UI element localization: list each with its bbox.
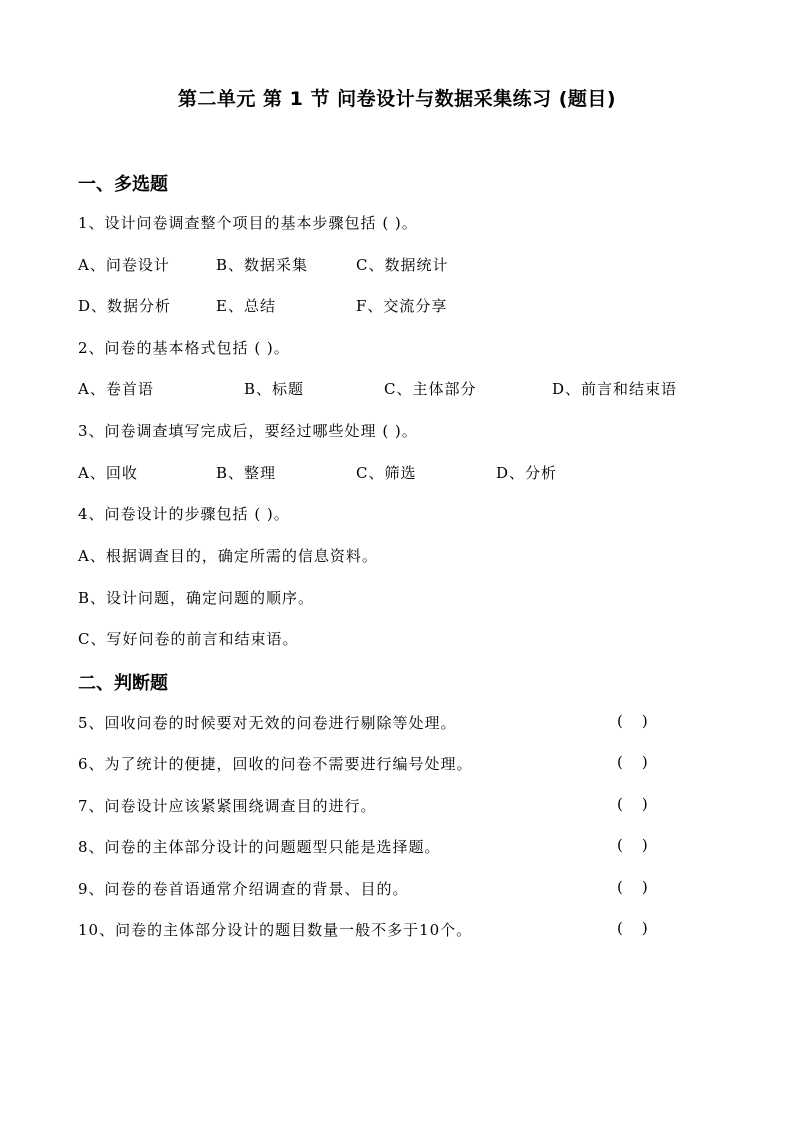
judgment-item-9: 9、问卷的卷首语通常介绍调查的背景、目的。 xyxy=(78,880,409,898)
question-1: 1、设计问卷调查整个项目的基本步骤包括 ( )。 xyxy=(78,214,418,232)
judgment-item-5: 5、回收问卷的时候要对无效的问卷进行剔除等处理。 xyxy=(78,714,457,732)
question-2-option-b: B、标题 xyxy=(244,380,305,398)
question-4-option-c: C、写好问卷的前言和结束语。 xyxy=(78,630,299,648)
judgment-item-8: 8、问卷的主体部分设计的问题题型只能是选择题。 xyxy=(78,838,441,856)
answer-blank-10: ( ) xyxy=(617,919,648,937)
answer-blank-5: ( ) xyxy=(617,712,648,730)
section-heading-true-false: 二、判断题 xyxy=(78,673,168,694)
question-1-option-c: C、数据统计 xyxy=(356,256,449,274)
judgment-item-7: 7、问卷设计应该紧紧围绕调查目的进行。 xyxy=(78,797,377,815)
question-2-option-c: C、主体部分 xyxy=(384,380,477,398)
question-3-option-d: D、分析 xyxy=(496,464,558,482)
question-2-option-a: A、卷首语 xyxy=(78,380,154,398)
answer-blank-6: ( ) xyxy=(617,753,648,771)
question-4: 4、问卷设计的步骤包括 ( )。 xyxy=(78,505,290,523)
question-1-option-a: A、问卷设计 xyxy=(78,256,170,274)
answer-blank-9: ( ) xyxy=(617,878,648,896)
question-4-option-a: A、根据调查目的，确定所需的信息资料。 xyxy=(78,547,378,565)
question-4-option-b: B、设计问题，确定问题的顺序。 xyxy=(78,589,315,607)
answer-blank-8: ( ) xyxy=(617,836,648,854)
question-2: 2、问卷的基本格式包括 ( )。 xyxy=(78,339,290,357)
question-1-option-e: E、总结 xyxy=(216,297,276,315)
judgment-item-10: 10、问卷的主体部分设计的题目数量一般不多于10个。 xyxy=(78,921,473,939)
question-1-option-f: F、交流分享 xyxy=(356,297,448,315)
section-heading-multiple-choice: 一、多选题 xyxy=(78,174,168,195)
question-1-option-d: D、数据分析 xyxy=(78,297,172,315)
question-2-option-d: D、前言和结束语 xyxy=(552,380,678,398)
judgment-item-6: 6、为了统计的便捷，回收的问卷不需要进行编号处理。 xyxy=(78,755,473,773)
question-3-option-a: A、回收 xyxy=(78,464,138,482)
page-title: 第二单元 第 1 节 问卷设计与数据采集练习 (题目) xyxy=(177,88,617,110)
question-3: 3、问卷调查填写完成后，要经过哪些处理 ( )。 xyxy=(78,422,418,440)
answer-blank-7: ( ) xyxy=(617,795,648,813)
question-3-option-c: C、筛选 xyxy=(356,464,417,482)
question-3-option-b: B、整理 xyxy=(216,464,277,482)
question-1-option-b: B、数据采集 xyxy=(216,256,309,274)
